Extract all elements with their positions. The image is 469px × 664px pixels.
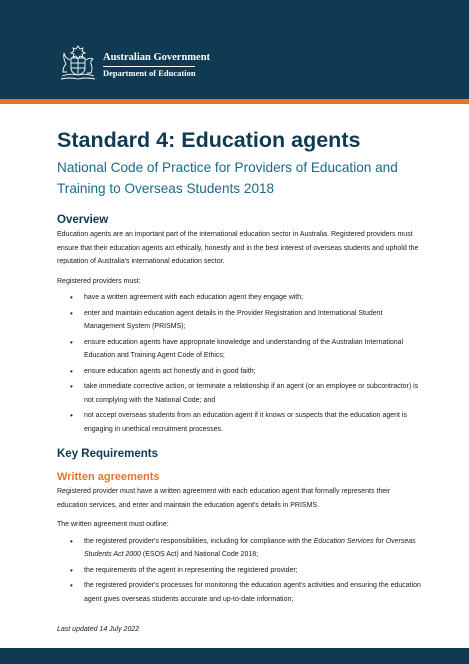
providers-must-paragraph: Registered providers must: [57, 277, 141, 285]
written-agreements-heading: Written agreements [57, 471, 160, 483]
list-item-text: the registered provider's responsibilities, including for compliance with the [84, 537, 314, 545]
list-item: • take immediate corrective action, or terminate a relationship if an agent (or an employee or subcontractor) is not complying with the National Code; and [57, 380, 421, 407]
page-subtitle: National Code of Practice for Providers of Education and Training to Overseas Students 2018 [57, 160, 398, 196]
page-title: Standard 4: Education agents [57, 128, 361, 152]
list-item: • the registered provider's processes for monitoring the education agent's activities and ensuring the education agent gives overseas students accurate and up-to-date information; [57, 579, 421, 606]
list-item [57, 535, 421, 562]
overview-heading: Overview [57, 214, 109, 226]
agreement-outline-paragraph: The written agreement must outline: [57, 521, 169, 528]
list-item: • ensure education agents have appropriate knowledge and understanding of the Australian International Education and Training Agent Code of Ethics; [57, 336, 421, 363]
government-name: Australian Government [103, 52, 211, 63]
written-agreements-paragraph: Registered provider must have a written agreement with each education agent that formally represents their education services, and enter and maintain the education agent's details in PRISMS. [57, 488, 391, 509]
key-requirements-heading: Key Requirements [57, 448, 158, 460]
header-accent-stripe [0, 99, 469, 104]
coat-of-arms-icon [58, 42, 98, 82]
list-item: • have a written agreement with each education agent they engage with; [57, 291, 421, 305]
footer-bar [0, 648, 469, 664]
header-divider [103, 66, 195, 67]
list-item: • ensure education agents act honestly and in good faith; [57, 365, 421, 379]
list-item: • not accept overseas students from an education agent if it knows or suspects that the education agent is engaging in unethical recruitment processes. [57, 409, 421, 436]
act-title-italic: Education Services for Overseas Students Act 2000 [84, 537, 416, 558]
document-body [57, 126, 421, 608]
list-item-text: (ESOS Act) and National Code 2018; [140, 551, 259, 558]
header-banner [0, 0, 469, 99]
list-item: • enter and maintain education agent details in the Provider Registration and International Student Management System (PRISMS); [57, 307, 421, 334]
list-item: • the requirements of the agent in representing the registered provider; [57, 564, 421, 578]
overview-paragraph: Education agents are an important part of the international education sector in Australia. Registered providers must ensure that their education agents act ethically, honestly and in the best interest of overseas students and uphold the reputation of Australia's international education sector. [57, 231, 419, 265]
last-updated-note: Last updated 14 July 2022 [57, 626, 140, 633]
agreement-outline-list [57, 535, 421, 607]
department-name: Department of Education [103, 68, 196, 78]
provider-obligations-list [57, 291, 421, 436]
